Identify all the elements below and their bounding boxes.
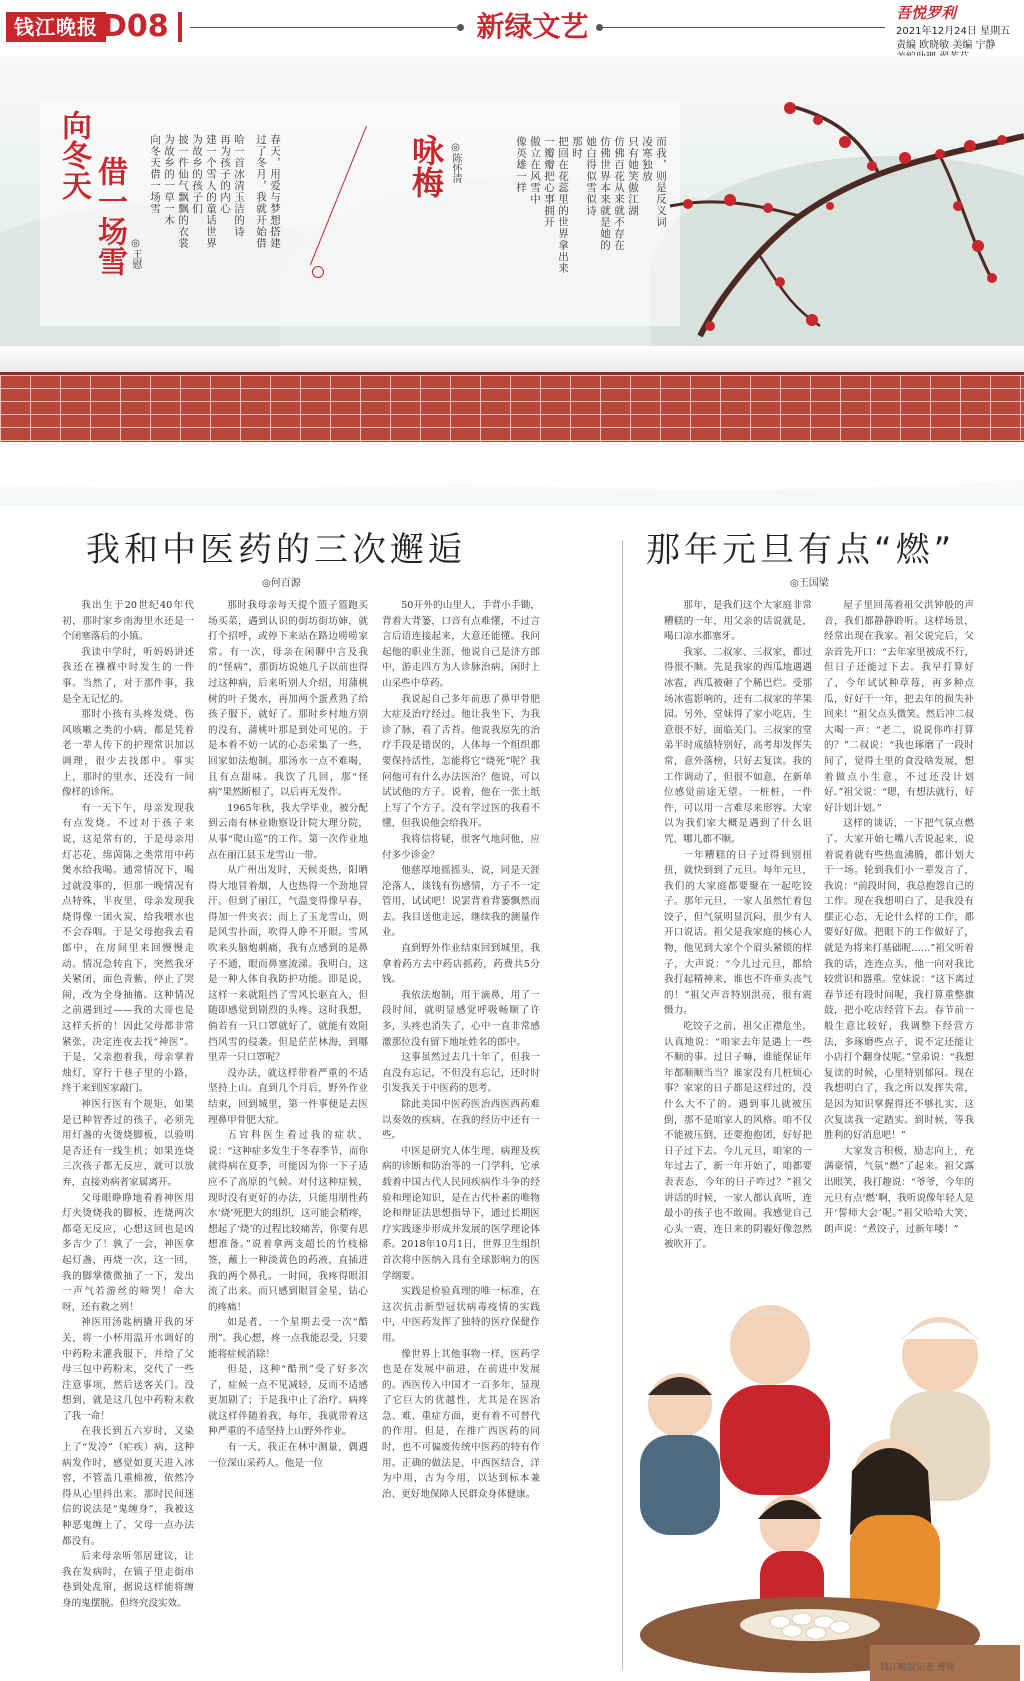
poem1-line: 春天，用爱与梦想搭建 (269, 134, 281, 249)
decor-circle (312, 266, 324, 278)
paragraph: 从广州出发时，天候炎热，阳晒得大地冒着烟，人也热得一个劲地冒汗。但到了丽江，气温变得像早春，得加一件夹衣；而上了玉龙雪山，则是风雪扑面，吹得人睁不开眼。雪风吹来头脑炮刺痛，我有点感到的是鼻子不通，眼而鼻塞流涕。我明白，这是一种人体自我防护功能。即是说，这样一来就阻挡了雪风长驱直入，但随即感觉到剧烈的头疼。这时我想，倘若有一只口罩就好了，就能有效阻挡风雪的侵袭。但是茫茫林海，到哪里弄一只口罩呢？ (208, 865, 368, 1064)
paragraph: 没办法，就这样带着严重的不适坚持上山。直到几个月后，野外作业结束，回到城里，第一件事便是去医理鼻甲骨肥大症。 (208, 1067, 368, 1126)
poem2-line: 傲立在风雪中 (529, 136, 541, 205)
article1-title: 我和中医药的三次邂逅 (86, 530, 466, 570)
poem2-line: 仿佛百花从来就不存在 (613, 136, 625, 251)
article1-author: ◎何百源 (262, 578, 301, 589)
snow-ground (0, 442, 1024, 506)
header-rule-right (600, 27, 885, 28)
paragraph: 大家发言积极，励志向上，充满豪情，气氛“燃”了起来。祖父露出眼笑，我打趣说：“爷爷，今年的元旦有点‘燃’啊，我听说像年轻人是开‘誓师大会’呢。”祖父哈哈大笑，朗声说：“煮饺子，过新年喽！” (824, 1145, 974, 1235)
poem1-title-line1: 向冬天 (56, 110, 91, 200)
poem2-line: 那时 (571, 136, 583, 159)
grandmother-body (720, 1385, 830, 1495)
article1-column (382, 598, 540, 1668)
paragraph: 一年糟糕的日子过得到别扭扭，就快到到了元旦。每年元旦，我们的大家庭都要聚在一起吃饺子。那年元旦，一家人虽然忙着包饺子，但气氛明显沉闷，很少有人开口说话。祖父是我家庭的核心人物，他见到大家个个眉头紧锁的样子，大声说：“今儿过元旦，都给我打起精神来，谁也不许垂头丧气的！”祖父声音特别洪亮，很有震慑力。 (664, 849, 812, 1017)
article1-column (208, 598, 368, 1668)
poem2-line: 一瓣瓣把心事拥开 (543, 136, 555, 228)
wall-roof (0, 346, 1024, 375)
paragraph: 这事虽然过去几十年了，但我一直没有忘记，不但没有忘记，还时时引发我关于中医药的思考。 (382, 1052, 540, 1095)
header-accent-bar (178, 12, 182, 42)
poem1-line: 向冬天借一场雪 (149, 134, 161, 215)
poem1-line: 为故乡的孩子们 (191, 134, 203, 215)
paragraph: 有一天下午，母亲发现我有点发烧。不过对于孩子来说，这是常有的，于是母亲用灯芯花、绵茵陈之类常用中药煲水给我喝。通常情况下，喝过就没事的，但那一晚情况有点特殊，半夜里，母亲发现我烧得像一团火炭，给我喂水也不会吞咽。于是父母抱我去看郎中，在房间里来回慢慢走动。情况急转直下，突然我牙关紧闭，面色青紫，停止了哭闹，改为全身抽搐。这种情况之前遇到过——我的大哥也是这样夭折的！因此父母都非常紧张，决定连夜去找“神医”。于是，父亲抱着我，母亲掌着烛灯，穿行于巷子里的小路，终于来到医家敲门。 (62, 802, 194, 1095)
paragraph: 中医是研究人体生理、病理及疾病的诊断和防治等的一门学科，它承载着中国古代人民同疾病作斗争的经验和理论知识，是在古代朴素的唯物论和辩证法思想指导下，通过长期医疗实践逐步形成并发展的医学理论体系。2018年10月1日，世界卫生组织首次将中医纳入具有全球影响力的医学纲要。 (382, 1145, 540, 1282)
paragraph: 像世界上其他事物一样，医药学也是在发展中前进，在前进中发展的。西医传入中国才一百多年，显现了它巨大的优越性，尤其是在医治急、难、重症方面，更有着不可替代的作用。但是，在推广西医药的同时，也不可偏废传统中医药的特有作用。正确的做法是，中西医结合，洋为中用，古为今用，以达到标本兼治、更好地保障人民群众身体健康。 (382, 1348, 540, 1500)
paragraph: 他慈厚地摇摇头，说，同是天涯沦落人，谈钱有伤感情，方子不一定管用，试试吧！说罢背着背篓飘然而去。我目送他走远，继续我的测量作业。 (382, 865, 540, 939)
paragraph: 但是，这种“酷刑”受了好多次了，症候一点不见减轻，反而不适感更加剧了；于是我中止了治疗。病疼就这样伴随着我，每年，我就带着这种严重的不适坚持上山野外作业。 (208, 1364, 368, 1438)
paragraph: 我读中学时，听妈妈讲述我还在襁褓中时发生的一件事。当然了，对于那件事，我是全无记忆的。 (62, 646, 194, 705)
poem1-line: 过了冬月，我就开始借 (255, 134, 267, 249)
family-dumplings-illustration (640, 1275, 1024, 1681)
paragraph: 我说起自己多年前患了鼻甲骨肥大症及治疗经过。他让我坐下，为我诊了脉，看了舌苔。他说我原先的治疗手段是错误的，人体每一个组织都要保持活性，怎能将它“烧死”呢？我问他可有什么办法医治？他说，可以试试他的方子。说着，他在一张土纸上写了个方子。没有学过医的我看不懂，但我说他会给我开。 (382, 693, 540, 830)
poem1-line: 建一个雪人的童话世界 (205, 134, 217, 249)
poem1-title-line2: 借一场雪 (92, 156, 127, 276)
poem2-line: 她白得似雪似诗 (585, 136, 597, 217)
paragraph: 这样的谈话，一下把气氛点燃了。大家开始七嘴八舌说起来，说着说着就有些热血沸腾，都计划大干一场。轮到我们小一辈发言了，我说：“前段时间，我总抱怨自己的工作。现在我想明白了，是我没有摆正心态，无论什么样的工作，都要好好做。把眼下的工作做好了，就是为将来打基础呢……”祖父听着我的话，连连点头，他一向对我比较赏识和器重。堂妹说：“这下离过春节还有段时间呢，我打算重整旗鼓，把小吃店经营下去。春节前一般生意比较好，我调整下经营方法，多琢磨些点子，说不定还能让小店打个翻身仗呢。”堂弟说：“我想复读的时候，心里特别郁闷。现在我想明白了，我之所以发挥失常，是因为知识掌握得还不够扎实，这次复读我一定踏实。到时候，等我胜利的好消息吧！” (824, 818, 974, 1142)
poem2-line: 只有她笑傲江湖 (627, 136, 639, 217)
plum-blossom-branch (640, 96, 1024, 346)
paragraph: 后来母亲听邻居建议，让我在发病时，在镇子里走街串巷到处乱窜，据说这样能将缠身的鬼摆脱。但终究没实效。 (62, 1551, 194, 1609)
paragraph: 那时我母亲每天提个篮子篮跑买场买菜，遇到认识的街坊街坊婶，就打个招呼，或停下来站在路边唠唠家常。有一次，母亲在闲聊中言及我的“怪病”，那街坊说她几子以前也得过这种病，后来听别人介绍，用蒲桃树的叶子煲水，再加两个蛋煮熟了给孩子服下，就好了。那时乡村地方别的没有，蒲桃叶那是到处可见的。于是本着不妨一试的心态采集了一些，回家如法炮制。那汤水一点不难喝，且有点甜味。我饮了几回，那“怪病”果然断根了，以后再无发作。 (208, 600, 368, 799)
poem2-author: ◎陈怀清 (450, 142, 461, 183)
poem2-line: 像英雄一样 (515, 136, 527, 194)
poetry-banner (0, 56, 1024, 346)
article2-column (824, 598, 974, 1318)
paragraph: 我家、二叔家、三叔家，都过得很不顺。先是我家的西瓜地遇遇冰雹，西瓜被砸了个稀巴烂。受那场冰雹影响的，还有二叔家的苹果园。另外，堂妹得了家小吃店，生意很不好，面临关门。三叔家的堂弟半时成绩特别好，高考却发挥失常，意外落榜，只好去复读。我的工作调动了，但很不如意，在新单位感觉前途无望。一桩桩，一件件，可以用一言难尽来形容。大家以为我们家大概是遇到了什么诅咒，哪儿都不顺。 (664, 646, 812, 845)
issue-date: 2021年12月24日 星期五 (896, 26, 1011, 37)
article2-title: 那年元旦有点“燃” (646, 530, 956, 570)
paragraph: 我出生于20世纪40年代初，那时家乡南海里水还是一个闭塞落后的小镇。 (62, 600, 194, 643)
grandmother-head (730, 1305, 810, 1385)
paragraph: 1965年秋，我大学毕业，被分配到云南有林业勘察设计院大理分院，从事“爬山巡”的工作。第一次作业地点在丽江县玉龙雪山一带。 (208, 802, 368, 861)
paragraph: 我将信将疑，很客气地问他，应付多少诊金？ (382, 833, 540, 861)
poem2-line: 把回在花蕊里的世界拿出来 (557, 136, 569, 274)
poem2-title: 咏梅 (407, 134, 445, 198)
paragraph: 我依法炮制，用于滴鼻，用了一段时间，就明显感觉呼吸畅顺了许多，头疼也消失了，心中一直非常感激那位没有留下地址姓名的郎中。 (382, 989, 540, 1048)
page-number: D08 (102, 9, 169, 44)
father-body (640, 1435, 720, 1535)
column-divider (622, 540, 623, 1670)
paragraph: 神医用汤匙柄撬开我的牙关，将一小杯用温开水调好的中药粉末灌我服下，并给了父母三包中药粉末，交代了一些注意事项，然后送客关门。没想到，就是这几包中药粉末救了我一命！ (62, 1317, 194, 1422)
page-header (0, 0, 1024, 56)
poem1-line: 再为孩子的内心 (219, 134, 231, 215)
paragraph: 五官科医生看过我的症状，说：“这种症多发生于冬春季节，而你就得病在夏季，可能因为你一下子适应不了高原的气候。对付这种症候，现时没有更好的办法，只能用朋性药水‘烧’死肥大的组织，这可能会稍疼，想起了‘烧’的过程比较痛苦，你要有思想准备。”说着拿两支超长的竹枝棉签，蘸上一种淡黄色的药液，直插进我的两个鼻孔。一时间，我疼得眼泪流了出来。而只感到眼冒金星，钻心的疼痛！ (208, 1130, 368, 1313)
masthead-logo: 钱江晚报 (6, 12, 106, 42)
paragraph: 那时小孩有头疼发烧、伤风咳嗽之类的小病，都是凭着老一辈人传下的护理常识加以调理，很少去找郎中。事实上，那时的里水，还没有一间像样的诊所。 (62, 709, 194, 799)
poem2-line: 凌寒独放 (641, 136, 653, 182)
header-rule-left (190, 27, 460, 28)
paragraph: 神医行医有个规矩，如果是已种智香过的孩子，必须先用灯盏的火烫烧脚板，以验明是否还有一线生机；如果连烧三次孩子都无反应，就可以放弃，直接劝病者家属离开。 (62, 1099, 194, 1188)
sponsor-logo: 吾悦罗利 (896, 4, 957, 22)
article2-column (664, 598, 812, 1258)
poem2-line: 仿佛世界本来就是她的 (599, 136, 611, 251)
paragraph: 父母眼睁睁地看着神医用灯火烫烧我的脚板，连烧两次都毫无反应，心想这回也是凶多吉少了！孰了一会，神医拿起灯盏，再烧一次，这一回，我的脚掌微微抽了一下，发出一声气若游丝的啼哭！命大呀，还有救之列！ (62, 1192, 194, 1313)
editor-credits: 责编 欧晓敏 美编 宁静 (896, 40, 996, 51)
paragraph: 有一天，我正在林中测量，偶遇一位深山采药人。他是一位 (208, 1442, 368, 1469)
paragraph: 除此美国中医药医治西医西药难以奏效的疾病，在我的经历中还有一些。 (382, 1099, 540, 1142)
poem1-line: 哈一首冰清玉洁的诗 (233, 134, 245, 238)
paragraph: 实践是检验真理的唯一标准，在这次抗击新型冠状病毒疫情的实践中，中医药发挥了独特的医疗保健作用。 (382, 1286, 540, 1344)
poem1-author: ◎王慰 (130, 238, 141, 269)
brick-wall-decoration (0, 346, 1024, 506)
poem2-line: 而我，则是反义词 (655, 136, 667, 228)
illustration-credit: 钱江晚报记者 蒋琦 (880, 1663, 955, 1673)
paragraph: 吃饺子之前，祖父正襟危坐，认真地说：“咱家去年是遇上一些不顺的事。过日子嘛，谁能保证年年都顺顺当当？谁家没有几桩烦心事？家家的日子都是这样过的，没什么大不了的。遇到事儿就被压倒，那不是咱家人的风格。咱不仅不能被压倒，还要抱抱团，好好把日子过下去。今儿元旦，咱家的一年过去了，新一年开始了，咱都要表表态，今年的日子咋过？”祖父讲话的时候，一家人都认真听，连最小的孩子也不敢闹。我感觉自己心头一震，连日来的阴霾好像忽然被吹开了。 (664, 1021, 812, 1251)
paragraph: 如是者，一个星期去受一次“酷刑”。我心想，疼一点我能忍受，只要能将症候消除！ (208, 1317, 368, 1360)
poem1-line: 为故乡的一草一木 (163, 134, 175, 226)
paragraph: 屋子里回荡着祖父洪钟般的声音，我们都静静聆听。这样场景，经常出现在我家。祖父说完后，父亲首先开口：“去年家里被成不行，但日子还能过下去。我早打算好了，今年试试种草莓，再多种点瓜，好好干一年，把去年的损失补回来！”祖父点头微笑。然后冲二叔大喝一声：“老二，说说你咋打算的？”二叔说：“我也琢磨了一段时间了，觉得土里的食没啥发展，想着做点小生意，不过还没计划好。”祖父说：“嗯，有想法就行，好好计划计划。” (824, 600, 974, 814)
article1-column (62, 598, 194, 1668)
article2-author: ◎王国梁 (790, 578, 829, 589)
paragraph: 直到野外作业结束回到城里，我拿着药方去中药店抓药，药费共5分钱。 (382, 943, 540, 986)
paragraph: 在我长到五六岁时，又染上了“发冷”（疟疾）病，这种病发作时，感觉如夏天进入冰窖，不管盖几重棉被，依然冷得从心里抖出来。那时民间迷信的说法是“鬼缠身”，我被这种恶鬼缠上了，父母一点办法都没有。 (62, 1426, 194, 1547)
section-title: 新绿文艺 (476, 10, 589, 43)
poem1-line: 披一件仙气飘飘的衣裳 (177, 134, 189, 249)
paragraph: 50开外的山里人，手背小手锄，背着大背篓，口音有点难懂，不过言言后语连接起来，大意还能懂。我问起他的职业生涯，他说自己是济方郎中，游走四方为人诊脉治病，闲时上山采些中草药。 (382, 600, 540, 689)
paragraph: 那年，是我们这个大家庭非常糟糕的一年，用父亲的话说就是，喝口凉水都塞牙。 (664, 600, 812, 643)
